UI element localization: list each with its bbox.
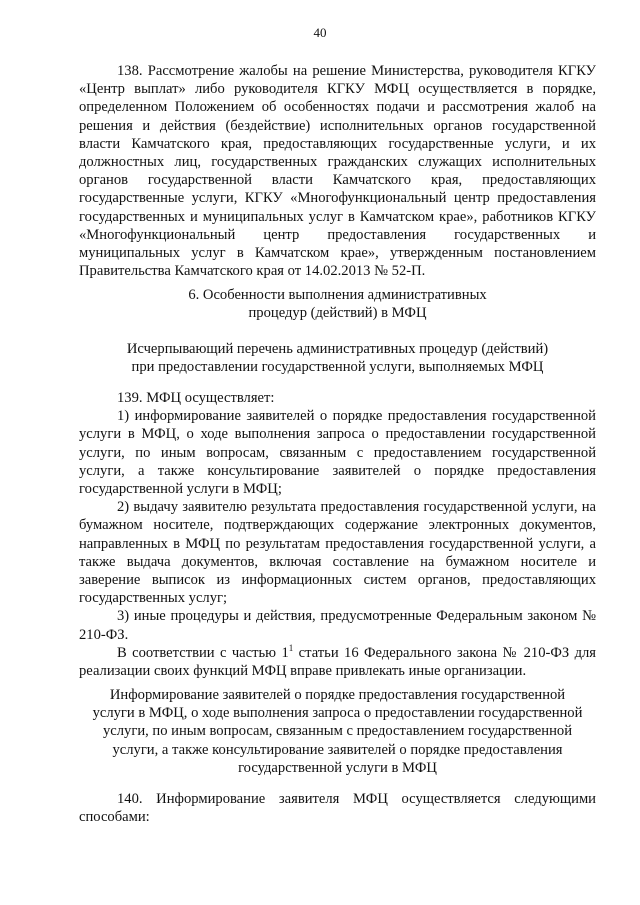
section-6-heading-line-2: процедур (действий) в МФЦ [248, 305, 427, 322]
paragraph-law-reference [79, 644, 596, 680]
paragraph-140 [79, 790, 596, 826]
informing-subtitle-line-2: услуги в МФЦ, о ходе выполнения запроса о предоставлении государственной [92, 705, 583, 722]
informing-subtitle-line-3: услуги, по иным вопросам, связанным с предоставлением государственной [102, 723, 573, 740]
paragraph-139: 139. МФЦ осуществляет: [117, 390, 275, 406]
law-reference-superscript: 1 [288, 642, 294, 653]
paragraph-140-text: 140. Информирование заявителя МФЦ осуществляется следующими способами: [79, 791, 596, 826]
paragraph-139-group [79, 389, 596, 680]
law-reference-part-1: В соответствии с частью 1 [117, 644, 289, 661]
paragraph-139-item-2: 2) выдачу заявителю результата предоставления государственной услуги, на бумажном носителе, подтверждающих содержание электронных документов, направленных в МФЦ по результатам предоставления государственной услуги, а также выдача документов, включая составление на бумажном носителе и заверение выписок из информационных систем органов, предоставляющих государственных услуг; [79, 499, 596, 607]
page-number: 40 [313, 25, 327, 40]
paragraph-138 [79, 62, 596, 280]
paragraph-139-item-1: 1) информирование заявителей о порядке предоставления государственной услуги в МФЦ, о ходе выполнения запроса о предоставлении государственной услуги, по иным вопросам, связанным с предоставлением государственной услуги, а также консультирование заявителей о порядке предоставления государственной услуги в МФЦ; [79, 408, 596, 498]
procedures-subtitle-line-1: Исчерпывающий перечень административных процедур (действий) [126, 341, 549, 357]
procedures-subtitle-line-2: при предоставлении государственной услуги, выполняемых МФЦ [131, 359, 544, 376]
informing-subtitle [79, 686, 596, 777]
procedures-subtitle [79, 340, 596, 376]
informing-subtitle-line-4: услуги, а также консультирование заявителей о порядке предоставления [112, 741, 563, 758]
paragraph-138-text: 138. Рассмотрение жалобы на решение Министерства, руководителя КГКУ «Центр выплат» либо руководителя КГКУ МФЦ осуществляется в порядке, определенном Положением об особенностях подачи и рассмотрения жалоб на решения и действия (бездействие) исполнительных органов государственной власти Камчатского края, предоставляющих государственные услуги, и их должностных лиц, государственных гражданских служащих исполнительных органов государственной власти Камчатского края, предоставляющих государственные услуги, КГКУ «Многофункциональный центр предоставления государственных и муниципальных услуг в Камчатском крае», работников КГКУ «Многофункциональный центр предоставления государственных и муниципальных услуг в Камчатском крае», утвержденным постановлением Правительства Камчатского края от 14.02.2013 № 52-П. [79, 63, 596, 280]
paragraph-139-item-3: 3) иные процедуры и действия, предусмотренные Федеральным законом № 210-ФЗ. [79, 608, 596, 643]
section-6-heading-line-1: 6. Особенности выполнения административных [188, 287, 487, 303]
informing-subtitle-line-5: государственной услуги в МФЦ [238, 759, 437, 776]
law-reference-part-2: статьи 16 Федерального закона № 210-ФЗ для реализации своих функций МФЦ вправе привлекать иные организации. [79, 644, 596, 680]
section-6-heading [79, 286, 596, 322]
informing-subtitle-line-1: Информирование заявителей о порядке предоставления государственной [109, 687, 566, 703]
